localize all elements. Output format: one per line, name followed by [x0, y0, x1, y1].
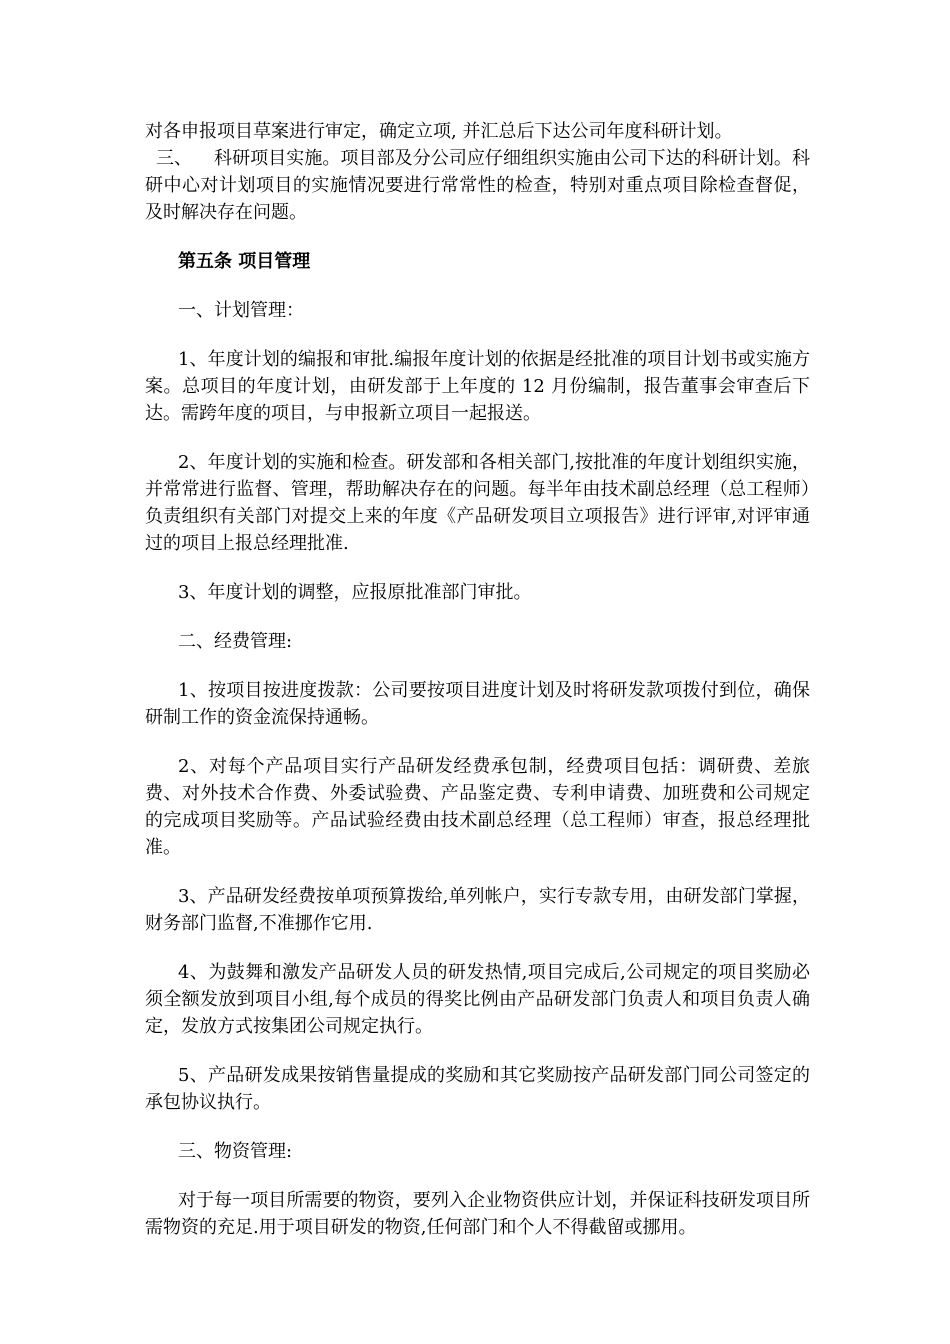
funding-paragraph-3: 3、产品研发经费按单项预算拨给,单列帐户，实行专款专用，由研发部门掌握，财务部门监督,不准挪作它用. — [145, 886, 810, 934]
materials-management-heading: 三、物资管理: — [178, 1141, 293, 1162]
item-3-paragraph — [145, 145, 810, 226]
plan-paragraph-2: 2、年度计划的实施和检查。研发部和各相关部门,按批准的年度计划组织实施，并常常进行监督、管理，帮助解决存在的问题。每半年由技术副总经理（总工程师）负责组织有关部门对提交上来的年度《产品研发项目立项报告》进行评审,对评审通过的项目上报总经理批准. — [145, 452, 810, 554]
funding-paragraph-5: 5、产品研发成果按销售量提成的奖励和其它奖励按产品研发部门同公司签定的承包协议执行。 — [145, 1065, 810, 1113]
funding-paragraph-4: 4、为鼓舞和激发产品研发人员的研发热情,项目完成后,公司规定的项目奖励必须全额发放到项目小组,每个成员的得奖比例由产品研发部门负责人和项目负责人确定，发放方式按集团公司规定执行。 — [145, 962, 810, 1037]
materials-paragraph-1: 对于每一项目所需要的物资，要列入企业物资供应计划，并保证科技研发项目所需物资的充足.用于项目研发的物资,任何部门和个人不得截留或挪用。 — [145, 1190, 810, 1238]
funding-paragraph-2: 2、对每个产品项目实行产品研发经费承包制，经费项目包括：调研费、差旅费、对外技术合作费、外委试验费、产品鉴定费、专利申请费、加班费和公司规定的完成项目奖励等。产品试验经费由技术副总经理（总工程师）审查，报总经理批准。 — [145, 756, 810, 858]
article-5-heading: 第五条 项目管理 — [178, 251, 311, 272]
plan-management-heading: 一、计划管理： — [178, 300, 304, 321]
document-page — [145, 118, 810, 1241]
continuation-paragraph: 对各申报项目草案进行审定，确定立项, 并汇总后下达公司年度科研计划。 — [145, 121, 733, 142]
plan-paragraph-3: 3、年度计划的调整，应报原批准部门审批。 — [178, 582, 532, 603]
funding-management-heading: 二、经费管理: — [178, 631, 293, 652]
plan-paragraph-1: 1、年度计划的编报和审批.编报年度计划的依据是经批准的项目计划书或实施方案。总项目的年度计划，由研发部于上年度的 12 月份编制，报告董事会审查后下达。需跨年度的项目，与申报新立项目一起报送。 — [145, 349, 810, 424]
item-3-number: 三、 — [156, 148, 192, 169]
funding-paragraph-1: 1、按项目按进度拨款：公司要按项目进度计划及时将研发款项拨付到位，确保研制工作的资金流保持通畅。 — [145, 680, 810, 728]
item-3-text: 科研项目实施。项目部及分公司应仔细组织实施由公司下达的科研计划。科研中心对计划项目的实施情况要进行常常性的检查，特别对重点项目除检查督促，及时解决存在问题。 — [145, 148, 810, 223]
